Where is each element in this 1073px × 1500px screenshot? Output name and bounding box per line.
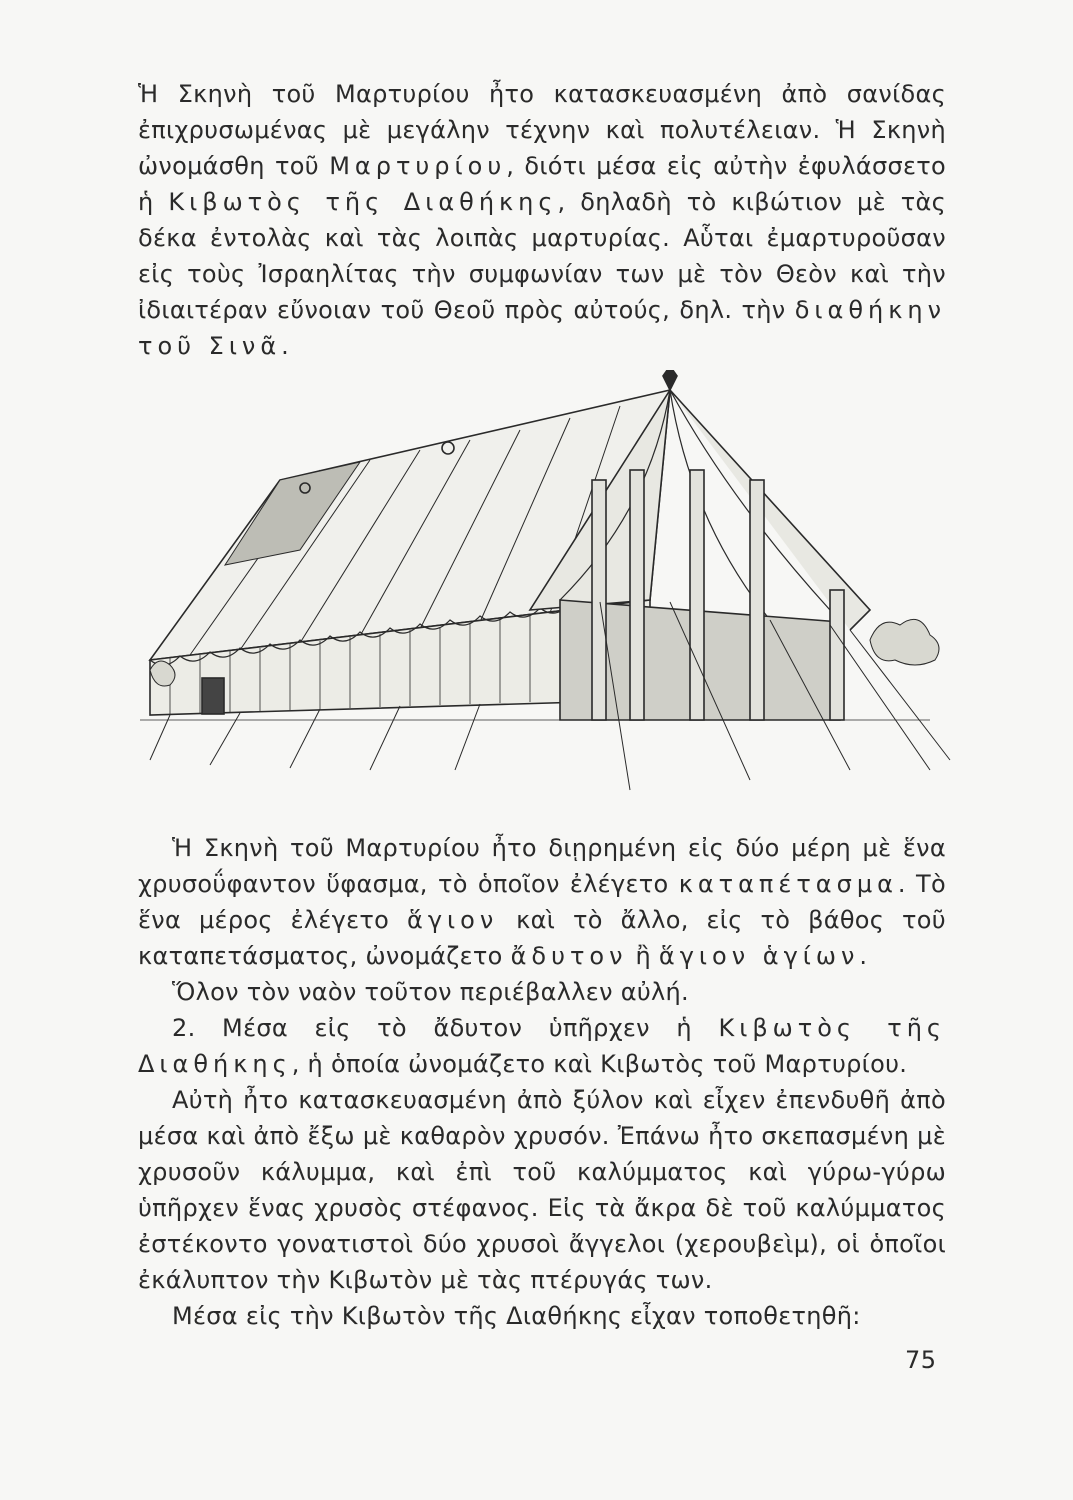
- paragraph-text: 2. Μέσα εἰς τὸ ἄδυτον ὑπῆρχεν ἡ: [172, 1014, 719, 1042]
- paragraph-text: ἢ: [627, 942, 659, 970]
- spaced-emphasis-text: καταπέτασμα: [678, 870, 898, 898]
- paragraph: [138, 1298, 946, 1334]
- tabernacle-tent-illustration: [130, 370, 960, 800]
- top-text-block: [138, 76, 946, 364]
- paragraph-text: Ἡ Σκηνὴ τοῦ Μαρτυρίου ἦτο διῃρημένη εἰς δύο μέρη μὲ ἕνα χρυσοΰφαντον ὕφασμα, τὸ ὁποῖον ἐλέγετο: [138, 834, 946, 898]
- paragraph-text: Αὐτὴ ἦτο κατασκευασμένη ἀπὸ ξύλον καὶ εἶχεν ἐπενδυθῆ ἀπὸ μέσα καὶ ἀπὸ ἔξω μὲ καθαρὸν χρυσόν. Ἐπάνω ἦτο σκεπασμένη μὲ χρυσοῦν κάλυμμα, καὶ ἐπὶ τοῦ καλύμματος καὶ γύρω-γύρω ὑπῆρχεν ἕνας χρυσὸς στέφανος. Εἰς τὰ ἄκρα δὲ τοῦ καλύμματος ἐστέκοντο γονατιστοὶ δύο χρυσοὶ ἄγγελοι (χερουβεὶμ), οἱ ὁποῖοι ἐκάλυπτον τὴν Κιβωτὸν μὲ τὰς πτέρυγάς των.: [138, 1086, 946, 1294]
- paragraph-text: .: [859, 942, 868, 970]
- paragraph-text: Ἡ Σκηνὴ τοῦ Μαρτυρίου ἦτο κατασκευασμένη ἀπὸ σανίδας ἐπιχρυσωμένας μὲ μεγάλην τέχνην καὶ πολυτέλειαν. Ἡ Σκηνὴ ὠνομάσθη τοῦ: [138, 80, 946, 180]
- bottom-text-block: [138, 830, 946, 1334]
- paragraph-text: καὶ τὸ ἄλλο, εἰς τὸ βάθος τοῦ καταπετάσματος, ὠνομάζετο: [138, 906, 946, 970]
- spaced-emphasis-text: Κιβωτὸς τῆς Διαθήκης: [168, 188, 558, 216]
- paragraph: [138, 1082, 946, 1298]
- paragraph: [138, 76, 946, 364]
- paragraph-text: Ὅλον τὸν ναὸν τοῦτον περιέβαλλεν αὐλή.: [172, 978, 689, 1006]
- paragraph-text: .: [281, 332, 290, 360]
- paragraph-text: . Τὸ ἕνα μέρος ἐλέγετο: [138, 870, 946, 934]
- spaced-emphasis-text: ἅγιον ἁγίων: [658, 942, 860, 970]
- spaced-emphasis-text: Μαρτυρίου: [329, 152, 507, 180]
- paragraph-text: , ἡ ὁποία ὠνομάζετο καὶ Κιβωτὸς τοῦ Μαρτυρίου.: [291, 1050, 908, 1078]
- spaced-emphasis-text: διαθήκην τοῦ Σινᾶ: [138, 296, 946, 360]
- paragraph: [138, 830, 946, 974]
- spaced-emphasis-text: ἄδυτον: [510, 942, 628, 970]
- paragraph-text: Μέσα εἰς τὴν Κιβωτὸν τῆς Διαθήκης εἶχαν τοποθετηθῆ:: [172, 1302, 861, 1330]
- spaced-emphasis-text: Κιβωτὸς τῆς Διαθήκης: [138, 1014, 946, 1078]
- paragraph-text: , δηλαδὴ τὸ κιβώτιον μὲ τὰς δέκα ἐντολὰς καὶ τὰς λοιπὰς μαρτυρίας. Αὗται ἐμαρτυροῦσαν εἰς τοὺς Ἰσραηλίτας τὴν συμφωνίαν των μὲ τὸν Θεὸν καὶ τὴν ἰδιαιτέραν εὔνοιαν τοῦ Θεοῦ πρὸς αὐτούς, δηλ. τὴν: [138, 188, 946, 324]
- page-number: 75: [905, 1346, 937, 1374]
- spaced-emphasis-text: ἅγιον: [407, 906, 499, 934]
- paragraph: [138, 1010, 946, 1082]
- paragraph-text: , διότι μέσα εἰς αὐτὴν ἐφυλάσσετο ἡ: [138, 152, 947, 216]
- paragraph: [138, 974, 946, 1010]
